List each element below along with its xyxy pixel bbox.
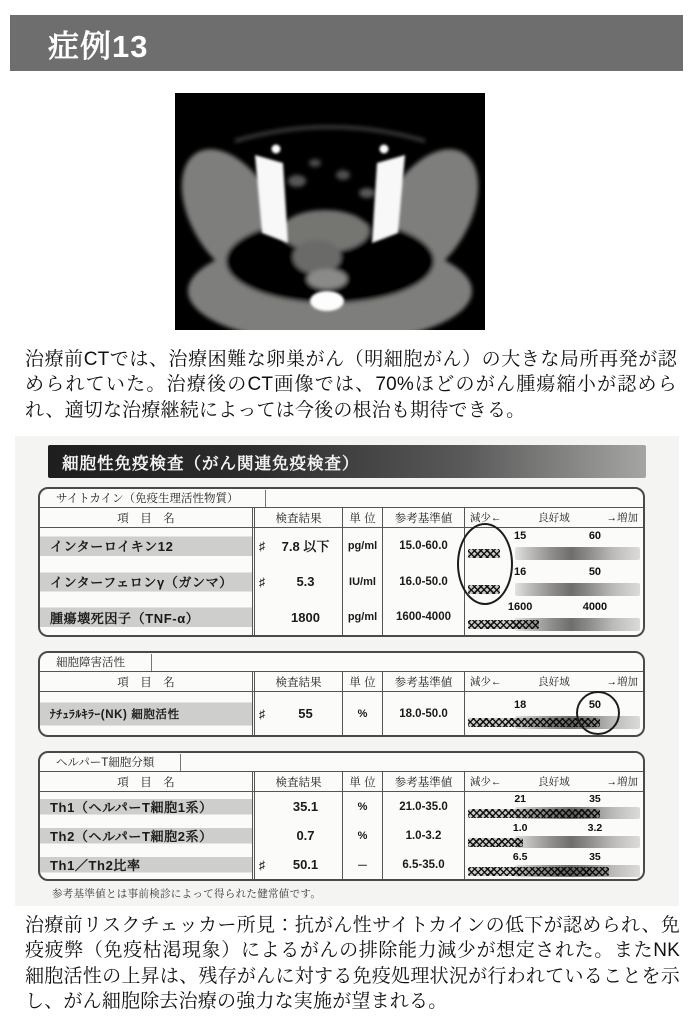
range-bar-cell: 6.5 35: [464, 850, 643, 879]
result-bar: [468, 620, 539, 629]
result-bar: [468, 585, 500, 594]
good-range-gradient: [515, 547, 640, 560]
range-bar-cell: 1600 4000: [464, 599, 643, 635]
good-range-gradient: [515, 836, 640, 848]
immune-test-report: [15, 436, 679, 906]
ct-scan-image: [175, 93, 485, 330]
case-title: 症例13: [48, 28, 149, 64]
table-row: 腫瘍壊死因子（TNF-α） 1800 pg/ml 1600-4000 1600 4000: [40, 599, 643, 635]
helper-t-cell-table: [38, 751, 645, 881]
result-bar: [468, 838, 523, 847]
cytotoxicity-table: [38, 651, 645, 737]
abnormal-flag: ♯: [259, 857, 265, 872]
cytokine-table: [38, 487, 645, 637]
range-bar-cell: 1.0 3.2: [464, 821, 643, 850]
reference-footnote: 参考基準値とは事前検診によって得られた健常値です。: [52, 888, 322, 900]
table-subtitle: ヘルパーT細胞分類: [54, 754, 181, 771]
findings-paragraph: 治療前リスクチェッカー所見：抗がん性サイトカインの低下が認められ、免疫疲弊（免疫枯渇現象）によるがんの排除能力減少が想定された。またNK細胞活性の上昇は、残存がんに対する免疫処理状況が行われていることを示し、がん細胞除去治療の強力な実施が望まれる。: [25, 915, 680, 1013]
table-subtitle: 細胞障害活性: [54, 654, 152, 671]
case-header-bar: [10, 15, 683, 71]
col-header-result: 検査結果: [252, 508, 342, 527]
range-bar-cell: 15 60: [464, 528, 643, 564]
range-bar-cell: 21 35: [464, 792, 643, 821]
table-header-row: 項 目 名 検査結果 単 位 参考基準値 減少← 良好域 →増加: [40, 772, 643, 792]
result-value: 0.7: [296, 828, 315, 843]
col-header-scale: 減少← 良好域 →増加: [464, 772, 643, 791]
ct-scan-svg: [175, 93, 485, 330]
table-row: インターフェロンγ（ガンマ） ♯ 5.3 IU/ml 16.0-50.0 16 50: [40, 564, 643, 600]
table-header-row: 項 目 名 検査結果 単 位 参考基準値 減少← 良好域 →増加: [40, 672, 643, 692]
table-row: ﾅﾁｭﾗﾙｷﾗｰ(NK) 細胞活性 ♯ 55 % 18.0-50.0 18 50: [40, 692, 643, 735]
col-header-ref: 参考基準値: [382, 508, 464, 527]
range-bar-cell: 18 50: [464, 692, 643, 735]
report-banner: [48, 445, 646, 478]
abnormal-flag: ♯: [259, 538, 265, 553]
result-bar: [468, 809, 600, 818]
table-row: インターロイキン12 ♯ 7.8 以下 pg/ml 15.0-60.0 15 60: [40, 528, 643, 564]
result-bar: [468, 718, 600, 727]
range-bar-cell: 16 50: [464, 564, 643, 600]
cytotoxicity-table-subtitle-row: [40, 653, 643, 672]
result-value: 1800: [291, 609, 320, 625]
abnormal-flag: ♯: [259, 574, 265, 589]
result-bar: [468, 549, 500, 558]
col-header-scale: 減少← 良好域 →増加: [464, 672, 643, 691]
result-bar: [468, 867, 609, 876]
table-subtitle: サイトカイン（免疫生理活性物質）: [54, 490, 266, 507]
result-value: 35.1: [292, 799, 319, 814]
col-header-scale: 減少← 良好域 →増加: [464, 508, 643, 527]
report-banner-title: 細胞性免疫検査（がん関連免疫検査）: [62, 454, 360, 473]
cytokine-table-subtitle-row: [40, 489, 643, 508]
table-row: Th1（ヘルパーT細胞1系） 35.1 % 21.0-35.0 21 35: [40, 792, 643, 821]
col-header-name: 項 目 名: [117, 512, 175, 525]
result-value: 50.1: [292, 857, 319, 872]
result-value: 55: [298, 706, 313, 721]
result-value: 7.8 以下: [281, 539, 330, 555]
table-header-row: [40, 508, 643, 528]
helper-t-table-subtitle-row: [40, 753, 643, 772]
good-range-gradient: [515, 583, 640, 596]
abnormal-flag: ♯: [259, 706, 265, 721]
ct-description-paragraph: 治療前CTでは、治療困難な卵巣がん（明細胞がん）の大きな局所再発が認められていた。治療後のCT画像では、70%ほどのがん腫瘍縮小が認められ、適切な治療継続によっては今後の根治も期待できる。: [25, 349, 677, 421]
table-row: Th1／Th2比率 ♯ 50.1 － 6.5-35.0 6.5 35: [40, 850, 643, 879]
col-header-unit: 単 位: [342, 508, 382, 527]
table-row: Th2（ヘルパーT細胞2系） 0.7 % 1.0-3.2 1.0 3.2: [40, 821, 643, 850]
result-value: 5.3: [296, 574, 315, 589]
